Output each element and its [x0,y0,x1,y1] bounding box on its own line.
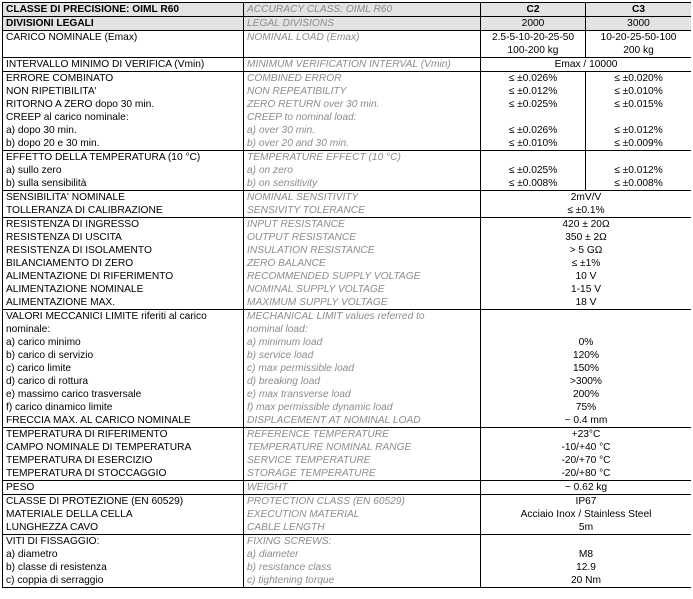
load-cell-spec-table [2,2,691,588]
value-c2-c3-line: 0% [578,337,594,348]
label-it [3,218,244,310]
value-c2-c3-line: 200% [572,389,600,400]
label-it-line: ALIMENTAZIONE DI RIFERIMENTO [6,271,174,282]
value-c2-line [484,111,582,124]
value-c2-c3-line: -10/+40 °C [561,442,611,453]
value-c2-c3-line: -20/+70 °C [561,455,611,466]
value-c2-line: 100-200 kg [507,45,559,56]
label-it-line: a) diametro [6,549,58,560]
value-c3-line [589,151,688,164]
value-c3-line: 10-20-25-50-100 [600,32,677,43]
value-c3 [586,17,692,31]
label-en-line: NOMINAL LOAD (Emax) [247,32,360,43]
spec-row-nominal-load [3,31,692,58]
value-c2-c3-line: 2mV/V [570,192,602,203]
value-c2-c3 [481,58,692,72]
label-en [244,17,481,31]
label-it-line: a) sullo zero [6,165,62,176]
value-c3-line: ≤ ±0.009% [614,138,663,149]
label-en-line: nominal load: [247,324,308,335]
value-c2-c3-line: 10 V [575,271,597,282]
value-c2-line: ≤ ±0.008% [508,178,558,189]
label-en-line: c) tightening torque [247,575,335,586]
spec-row-weight [3,481,692,495]
label-it-line: CLASSE DI PROTEZIONE (EN 60529) [6,496,184,507]
label-en-line: c) max permissible load [247,363,355,374]
label-en-line: b) over 20 and 30 min. [247,138,349,149]
value-c3-line: ≤ ±0.015% [614,99,663,110]
value-c3-line: ≤ ±0.012% [614,125,663,136]
value-c2-c3-line: >300% [569,376,602,387]
label-it-line: FRECCIA MAX. AL CARICO NOMINALE [6,415,191,426]
label-en [244,428,481,481]
label-it-line: c) carico limite [6,363,72,374]
label-it-line: e) massimo carico trasversale [6,389,142,400]
label-it [3,535,244,588]
value-c2-c3 [481,535,692,588]
label-it [3,17,244,31]
value-c2-line: ≤ ±0.010% [508,138,558,149]
value-c2-c3-line: -20/+80 °C [561,468,611,479]
label-it-line: MATERIALE DELLA CELLA [6,509,133,520]
label-en-line: LEGAL DIVISIONS [247,18,335,29]
value-c2-line: 2000 [521,18,545,29]
label-it-line: TOLLERANZA DI CALIBRAZIONE [6,205,163,216]
label-it-line: PESO [6,482,35,493]
label-it-line: a) dopo 30 min. [6,125,77,136]
label-it-line: CAMPO NOMINALE DI TEMPERATURA [6,442,192,453]
value-c3 [586,3,692,17]
value-c2-c3-line: 150% [572,363,600,374]
label-it-line: DIVISIONI LEGALI [6,18,94,29]
label-it-line: NON RIPETIBILITA' [6,86,97,97]
label-en [244,191,481,218]
label-it-line: b) classe di resistenza [6,562,107,573]
value-c2-c3-line: ~ 0.4 mm [564,415,608,426]
label-en-line: a) minimum load [247,337,323,348]
label-en-line: MINIMUM VERIFICATION INTERVAL (Vmin) [247,59,451,70]
spec-row-temperatures [3,428,692,481]
label-en-line: b) on sensitivity [247,178,318,189]
value-c2-line: C2 [526,4,540,15]
label-it-line: LUNGHEZZA CAVO [6,522,99,533]
value-c2-c3-line: 12.9 [576,562,596,573]
label-en-line: INPUT RESISTANCE [247,219,345,230]
value-c2-c3 [481,310,692,428]
value-c2-c3-line: 20 Nm [570,575,601,586]
label-en [244,72,481,151]
value-c2-c3-line: 75% [575,402,597,413]
label-en-line: OUTPUT RESISTANCE [247,232,357,243]
value-c2-c3 [481,191,692,218]
label-en-line: a) over 30 min. [247,125,315,136]
value-c3-line: ≤ ±0.020% [614,73,663,84]
value-c2-line: 2.5-5-10-20-25-50 [491,32,575,43]
label-it-line: b) sulla sensibilità [6,178,87,189]
label-en [244,31,481,58]
value-c3 [586,151,692,191]
label-it-line: ALIMENTAZIONE MAX. [6,297,116,308]
label-en-line: RECOMMENDED SUPPLY VOLTAGE [247,271,421,282]
label-en-line: SERVICE TEMPERATURE [247,455,371,466]
value-c2-line [484,151,582,164]
label-it [3,310,244,428]
label-en-line: CABLE LENGTH [247,522,325,533]
value-c2-c3-line: ~ 0.62 kg [564,482,608,493]
label-en-line: b) resistance class [247,562,332,573]
spec-row-mechanical [3,310,692,428]
label-it [3,428,244,481]
label-en-line: NOMINAL SENSITIVITY [247,192,359,203]
value-c2-line: ≤ ±0.025% [508,165,558,176]
spec-row-errors [3,72,692,151]
label-en-line: e) max transverse load [247,389,351,400]
label-it [3,58,244,72]
label-en-line: INSULATION RESISTANCE [247,245,375,256]
spec-row-header [3,3,692,17]
label-en-line: NON REPEATIBILITY [247,86,347,97]
value-c2-c3-line: Emax / 10000 [554,59,618,70]
label-it-line: c) coppia di serraggio [6,575,104,586]
label-it-line: EFFETTO DELLA TEMPERATURA (10 °C) [6,152,201,163]
label-it-line: b) dopo 20 e 30 min. [6,138,100,149]
label-en-line: PROTECTION CLASS (EN 60529) [247,496,405,507]
value-c2-c3-line: > 5 GΩ [569,245,603,256]
label-en-line: ZERO BALANCE [247,258,326,269]
label-it-line: VITI DI FISSAGGIO: [6,536,100,547]
label-it-line: TEMPERATURA DI RIFERIMENTO [6,429,168,440]
label-en-line: WEIGHT [247,482,288,493]
label-en [244,218,481,310]
value-c2-c3 [481,495,692,535]
label-it-line: ALIMENTAZIONE NOMINALE [6,284,144,295]
label-en-line: DISPLACEMENT AT NOMINAL LOAD [247,415,421,426]
label-it [3,3,244,17]
value-c2-c3-line: ≤ ±1% [571,258,601,269]
label-en [244,535,481,588]
label-en-line: STORAGE TEMPERATURE [247,468,376,479]
label-en-line: FIXING SCREWS: [247,536,332,547]
label-it-line: d) carico di rottura [6,376,89,387]
value-c2-c3-line [484,310,688,323]
label-en-line: ZERO RETURN over 30 min. [247,99,380,110]
label-it-line: RESISTENZA DI ISOLAMENTO [6,245,152,256]
label-en [244,151,481,191]
spec-row-protection [3,495,692,535]
spec-row-screws [3,535,692,588]
label-it-line: b) carico di servizio [6,350,94,361]
label-en-line: REFERENCE TEMPERATURE [247,429,389,440]
value-c2 [481,151,586,191]
value-c2-c3-line: 18 V [575,297,597,308]
spec-row-electrical [3,218,692,310]
label-en-line: SENSIVITY TOLERANCE [247,205,365,216]
value-c3-line: ≤ ±0.010% [614,86,663,97]
spec-row-sensitivity [3,191,692,218]
value-c2-line: ≤ ±0.025% [508,99,558,110]
value-c2-c3-line: 1-15 V [570,284,601,295]
value-c2-c3-line: 420 ± 20Ω [562,219,610,230]
value-c2-line: ≤ ±0.026% [508,125,558,136]
label-en-line: ACCURACY CLASS: OIML R60 [247,4,393,15]
label-it [3,31,244,58]
label-it-line: ERRORE COMBINATO [6,73,114,84]
value-c2-c3 [481,428,692,481]
value-c2-c3-line [484,535,688,548]
value-c3-line: ≤ ±0.012% [614,165,663,176]
label-en-line: MAXIMUM SUPPLY VOLTAGE [247,297,388,308]
label-it-line: SENSIBILITA' NOMINALE [6,192,125,203]
value-c3 [586,31,692,58]
label-it [3,191,244,218]
value-c2 [481,31,586,58]
value-c2-c3-line: 350 ± 2Ω [565,232,607,243]
value-c2-c3 [481,481,692,495]
label-en [244,3,481,17]
value-c2-c3-line: 120% [572,350,600,361]
label-it-line: TEMPERATURA DI STOCCAGGIO [6,468,167,479]
label-it-line: RITORNO A ZERO dopo 30 min. [6,99,155,110]
label-it-line: RESISTENZA DI INGRESSO [6,219,140,230]
value-c2 [481,3,586,17]
label-it-line: INTERVALLO MINIMO DI VERIFICA (Vmin) [6,59,205,70]
value-c2-c3-line: 5m [578,522,594,533]
label-en-line: EXECUTION MATERIAL [247,509,360,520]
value-c2-c3-line: Acciaio Inox / Stainless Steel [520,509,652,520]
label-it-line: CREEP al carico nominale: [6,112,129,123]
value-c2-line: ≤ ±0.012% [508,86,558,97]
spec-row-temperature-effect [3,151,692,191]
label-en [244,495,481,535]
value-c3-line [589,111,688,124]
label-it-line: CARICO NOMINALE (Emax) [6,32,138,43]
value-c3-line: C3 [631,4,646,15]
label-it [3,481,244,495]
label-it [3,72,244,151]
label-it-line: nominale: [6,324,51,335]
label-en-line: NOMINAL SUPPLY VOLTAGE [247,284,385,295]
value-c2 [481,17,586,31]
value-c2-c3-line [484,323,688,336]
label-it-line: a) carico minimo [6,337,81,348]
label-en-line: d) breaking load [247,376,321,387]
value-c2-c3-line: +23°C [571,429,601,440]
label-it-line: TEMPERATURA DI ESERCIZIO [6,455,153,466]
value-c2-c3-line: IP67 [575,496,597,507]
spec-row-verification [3,58,692,72]
label-it [3,151,244,191]
value-c3-line: 3000 [627,18,650,29]
label-en-line: COMBINED ERROR [247,73,342,84]
label-en-line: TEMPERATURE NOMINAL RANGE [247,442,412,453]
value-c2-c3-line: M8 [578,549,594,560]
value-c2-line: ≤ ±0.026% [508,73,558,84]
value-c2 [481,72,586,151]
label-en-line: CREEP to nominal load: [247,112,357,123]
label-it-line: BILANCIAMENTO DI ZERO [6,258,134,269]
label-it-line: f) carico dinamico limite [6,402,113,413]
value-c2-c3 [481,218,692,310]
label-it-line: CLASSE DI PRECISIONE: OIML R60 [6,4,180,15]
label-en-line: a) on zero [247,165,293,176]
value-c3-line: ≤ ±0.008% [614,178,663,189]
label-en-line: f) max permissible dynamic load [247,402,393,413]
spec-sheet [2,2,691,597]
label-it-line: RESISTENZA DI USCITA [6,232,122,243]
value-c3-line: 200 kg [623,45,654,56]
spec-row-legal [3,17,692,31]
label-it-line: VALORI MECCANICI LIMITE riferiti al carico [6,311,207,322]
label-en [244,310,481,428]
value-c2-c3-line: ≤ ±0.1% [567,205,605,216]
label-en-line: b) service load [247,350,314,361]
value-c3 [586,72,692,151]
label-en-line: MECHANICAL LIMIT values referred to [247,311,425,322]
label-it [3,495,244,535]
label-en-line: a) diameter [247,549,299,560]
label-en [244,58,481,72]
label-en-line: TEMPERATURE EFFECT (10 °C) [247,152,401,163]
label-en [244,481,481,495]
